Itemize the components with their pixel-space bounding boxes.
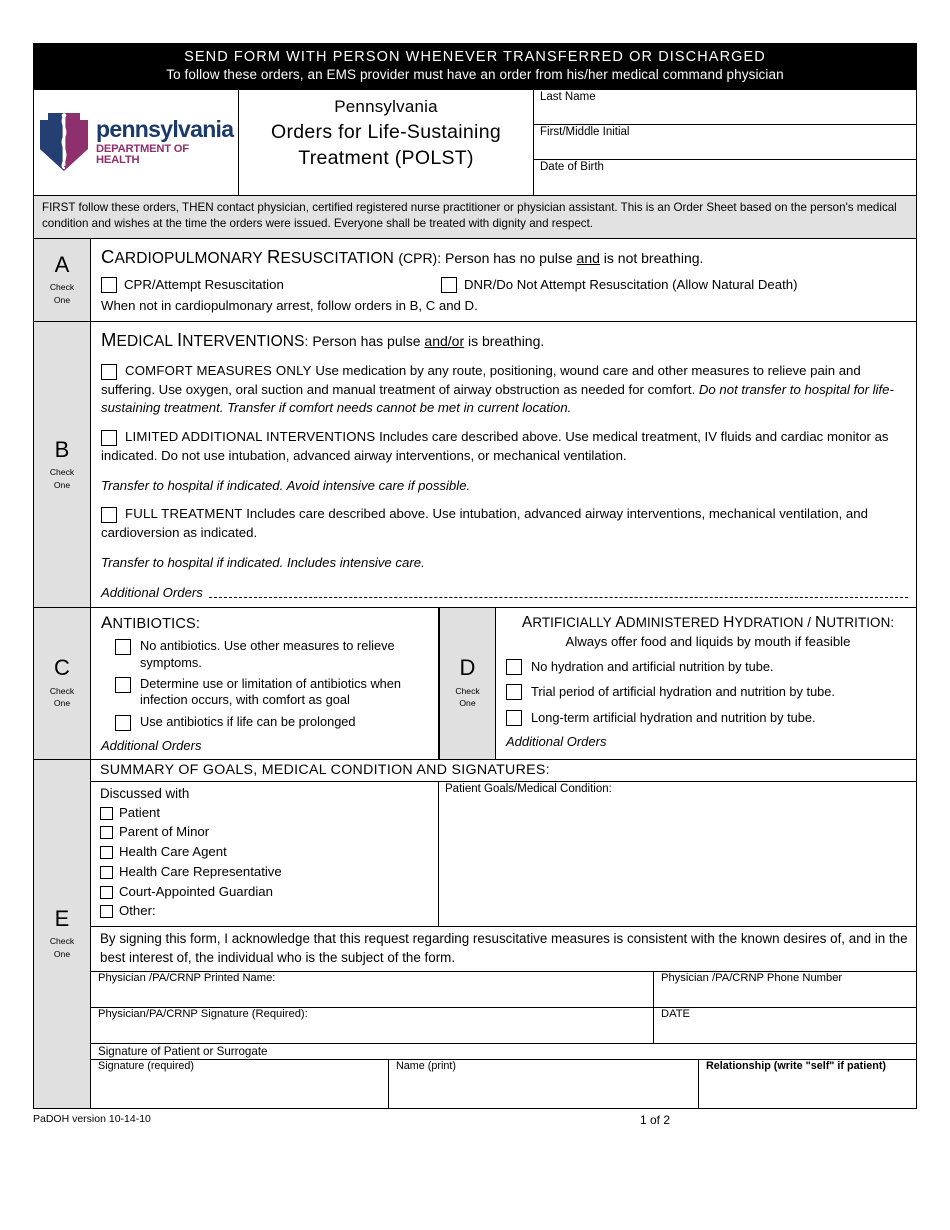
heading-rest-2: ESUSCITATION: [280, 249, 399, 267]
heading-rest: EDICAL: [116, 332, 177, 350]
section-c-letter: C: [54, 655, 70, 681]
option-no-antibiotics[interactable]: [115, 638, 432, 671]
surrogate-name-label: Name (print): [396, 1060, 456, 1073]
footer-page-number: 1 of 2: [639, 1113, 671, 1127]
option-limited-additional-interventions[interactable]: [101, 428, 908, 465]
checkbox-trial-period-hydration[interactable]: [506, 684, 522, 700]
option-trial-period-hydration[interactable]: [506, 684, 910, 701]
section-a-marker: [34, 239, 91, 321]
section-b-body: [91, 322, 916, 607]
heading-cap-2: I: [176, 328, 183, 350]
form-header: [33, 90, 917, 196]
section-c-check-one: [50, 685, 74, 711]
section-a-check-one: [50, 281, 74, 307]
heading-normal-2: is not breathing.: [599, 249, 704, 266]
section-e: [33, 760, 917, 1110]
option-comfort-measures-only[interactable]: [101, 362, 908, 418]
first-middle-initial-field[interactable]: First/Middle Initial: [534, 125, 916, 160]
section-b-marker: [34, 322, 91, 607]
logo-wordmark: [96, 115, 234, 167]
checkbox-no-antibiotics[interactable]: [115, 639, 131, 655]
acknowledgement-text: By signing this form, I acknowledge that this request regarding resuscitative measures is consistent with the known desires of, and in the best interest of, the individual who is the subject of the form.: [91, 927, 916, 972]
one-word: One: [53, 294, 71, 305]
section-c-additional-orders[interactable]: Additional Orders: [101, 737, 202, 753]
section-b-additional-orders-label: Additional Orders: [101, 585, 203, 601]
option-discussed-other-label: Other:: [119, 903, 156, 919]
option-discussed-health-care-agent[interactable]: [100, 843, 432, 862]
checkbox-discussed-health-care-agent[interactable]: [100, 846, 113, 859]
heading-underlined-andor: and/or: [424, 332, 465, 349]
checkbox-full-treatment[interactable]: [101, 507, 117, 523]
surrogate-section-label: Signature of Patient or Surrogate: [91, 1044, 916, 1060]
option-determine-antibiotics-label: Determine use or limitation of antibiotics when infection occurs, with comfort as goal: [140, 675, 402, 708]
option-long-term-label: Long-term artificial hydration and nutrition by tube.: [531, 710, 816, 726]
physician-signature-row: [91, 1008, 916, 1044]
section-d-additional-orders[interactable]: Additional Orders: [506, 733, 607, 749]
date-of-birth-field[interactable]: Date of Birth: [540, 160, 604, 173]
section-b-additional-orders[interactable]: [101, 585, 908, 600]
checkbox-discussed-court-appointed-guardian[interactable]: [100, 886, 113, 899]
top-banner: [33, 43, 917, 90]
section-d-letter: D: [459, 655, 476, 681]
heading-cap: A: [101, 613, 113, 633]
keystone-logo-icon: [38, 111, 90, 173]
section-a-options: [101, 277, 908, 293]
option-no-hydration-label: No hydration and artificial nutrition by tube.: [531, 658, 774, 674]
section-a-note: When not in cardiopulmonary arrest, follow orders in B, C and D.: [101, 297, 478, 313]
checkbox-discussed-health-care-representative[interactable]: [100, 866, 113, 879]
check-word: Check: [49, 685, 75, 696]
section-b-heading: [101, 328, 908, 352]
heading-underlined-and: and: [576, 249, 600, 266]
heading-rest-4: UTRITION:: [826, 615, 895, 631]
page-footer: [33, 1113, 917, 1127]
check-word: Check: [49, 281, 75, 292]
option-no-antibiotics-label: No antibiotics. Use other measures to relieve symptoms.: [140, 638, 395, 670]
option-discussed-representative-label: Health Care Representative: [119, 863, 282, 879]
footer-version: PaDOH version 10-14-10: [33, 1113, 151, 1125]
checkbox-dnr[interactable]: [441, 277, 457, 293]
physician-signature-label: Physician/PA/CRNP Signature (Required):: [98, 1008, 308, 1021]
heading-rest-2: NTERVENTIONS: [182, 332, 305, 350]
check-word: Check: [49, 936, 75, 947]
option-full-label: FULL TREATMENT: [125, 506, 243, 522]
section-d-marker: [439, 608, 496, 759]
checkbox-limited-additional-interventions[interactable]: [101, 430, 117, 446]
option-discussed-parent-of-minor[interactable]: [100, 823, 432, 842]
form-title-cell: [239, 90, 534, 195]
checkbox-cpr-attempt-resuscitation[interactable]: [101, 277, 117, 293]
heading-rest: RTIFICIALLY: [532, 615, 616, 631]
heading-normal: (CPR): Person has no pulse: [398, 249, 577, 266]
one-word: One: [53, 479, 71, 490]
option-discussed-patient-label: Patient: [119, 804, 161, 820]
option-discussed-parent-label: Parent of Minor: [119, 824, 210, 840]
option-comfort-text: Use medication by any route, positioning, wound care and other measures to relieve pain and suffering. Use oxygen, oral suction and manual treatment of airway obstruction as needed for comfort.: [101, 363, 861, 397]
section-c-marker: [34, 608, 91, 759]
physician-printed-name-field[interactable]: [91, 972, 654, 1007]
section-d-subheading: Always offer food and liquids by mouth if feasible: [565, 633, 851, 649]
option-long-term-hydration[interactable]: [506, 710, 910, 727]
section-d-check-one: [455, 685, 479, 711]
option-no-hydration[interactable]: [506, 659, 910, 676]
option-discussed-patient[interactable]: [100, 804, 432, 823]
section-a-heading: [101, 245, 908, 269]
one-word: One: [53, 698, 71, 709]
check-word: Check: [455, 685, 480, 696]
physician-printed-name-label: Physician /PA/CRNP Printed Name:: [98, 972, 276, 985]
surrogate-name-field[interactable]: [389, 1060, 699, 1108]
section-d-heading: [506, 613, 910, 632]
section-c-heading: [101, 613, 432, 633]
section-e-title: SUMMARY OF GOALS, MEDICAL CONDITION AND SIGNATURES:: [91, 760, 916, 782]
checkbox-use-antibiotics[interactable]: [115, 715, 131, 731]
form-title-line-1: Pennsylvania: [334, 96, 438, 116]
instructions-band: FIRST follow these orders, THEN contact physician, certified registered nurse practitioner or physician assistant. This is an Order Sheet based on the person's medical condition and wishes at the time the orders were issued. Everyone shall be treated with dignity and respect.: [33, 196, 917, 239]
patient-info-cell: [534, 90, 916, 195]
heading-rest: ARDIOPULMONARY: [114, 249, 267, 267]
option-full-treatment[interactable]: [101, 505, 908, 542]
option-dnr-label: DNR/Do Not Attempt Resuscitation (Allow Natural Death): [464, 276, 798, 292]
banner-line-2: To follow these orders, an EMS provider must have an order from his/her medical command physician: [166, 67, 784, 83]
discussed-with-label: Discussed with: [100, 785, 190, 801]
one-word: One: [459, 698, 476, 709]
heading-rest-2: DMINISTERED: [625, 615, 724, 631]
surrogate-signature-label: Signature (required): [98, 1060, 195, 1073]
option-limited-label: LIMITED ADDITIONAL INTERVENTIONS: [125, 429, 376, 445]
surrogate-signature-field[interactable]: [91, 1060, 389, 1108]
section-b-additional-orders-line[interactable]: [209, 590, 908, 598]
checkbox-discussed-other[interactable]: [100, 905, 113, 918]
option-cpr-label: CPR/Attempt Resuscitation: [124, 276, 284, 292]
option-limited-transfer-note: Transfer to hospital if indicated. Avoid intensive care if possible.: [101, 477, 471, 493]
banner-line-1: SEND FORM WITH PERSON WHENEVER TRANSFERRED OR DISCHARGED: [184, 49, 766, 65]
section-a-letter: A: [54, 251, 70, 277]
section-c-d: [33, 608, 917, 760]
logo-state-name: pennsylvania: [96, 115, 234, 142]
heading-cap-3: H: [723, 614, 735, 632]
section-b: [33, 322, 917, 608]
section-e-marker: [34, 760, 91, 1109]
heading-rest: NTIBIOTICS:: [112, 616, 201, 633]
option-determine-antibiotics[interactable]: [115, 676, 432, 709]
section-b-letter: B: [54, 436, 70, 462]
one-word: One: [53, 948, 71, 959]
option-dnr[interactable]: [441, 277, 797, 293]
surrogate-relationship-label: Relationship (write "self" if patient): [706, 1060, 887, 1073]
form-container: [33, 43, 917, 1109]
option-cpr-attempt-resuscitation[interactable]: [101, 277, 441, 293]
physician-name-row: [91, 972, 916, 1008]
form-title-line-3: Treatment (POLST): [298, 146, 474, 169]
option-discussed-agent-label: Health Care Agent: [119, 844, 227, 860]
checkbox-determine-antibiotics[interactable]: [115, 677, 131, 693]
option-comfort-label: COMFORT MEASURES ONLY: [125, 363, 312, 379]
last-name-field[interactable]: Last Name: [534, 90, 916, 125]
section-c-d-body: [91, 608, 916, 759]
option-limited-text: Includes care described above. Use medical treatment, IV fluids and cardiac monitor as indicated. Do not use intubation, advanced airway interventions, or mechanical ventilation.: [101, 429, 889, 463]
checkbox-comfort-measures-only[interactable]: [101, 364, 117, 380]
physician-phone-field[interactable]: [654, 972, 916, 1007]
heading-rest-3: YDRATION /: [734, 615, 815, 631]
section-a-body: [91, 239, 916, 321]
physician-signature-field[interactable]: [91, 1008, 654, 1043]
form-title-line-2: Orders for Life-Sustaining: [271, 120, 501, 143]
option-full-text: Includes care described above. Use intubation, advanced airway interventions, mechanical ventilation, and cardioversion as indicated.: [101, 506, 868, 540]
checkbox-discussed-patient[interactable]: [100, 807, 113, 820]
option-use-antibiotics[interactable]: [115, 714, 432, 731]
heading-cap: C: [101, 245, 115, 267]
option-discussed-other[interactable]: [100, 902, 432, 921]
logo-department-name: DEPARTMENT OF HEALTH: [96, 142, 189, 167]
logo-cell: [34, 90, 239, 195]
heading-cap: M: [101, 328, 117, 350]
option-trial-period-label: Trial period of artificial hydration and nutrition by tube.: [531, 684, 835, 700]
physician-date-label: DATE: [661, 1008, 691, 1021]
pa-doh-logo: [38, 111, 234, 173]
option-discussed-guardian-label: Court-Appointed Guardian: [119, 883, 273, 899]
section-e-letter: E: [54, 905, 70, 931]
section-c-body: [91, 608, 439, 759]
surrogate-signature-row: [91, 1060, 916, 1108]
heading-cap-2: R: [267, 245, 281, 267]
option-discussed-health-care-representative[interactable]: [100, 863, 432, 882]
heading-normal-2: is breathing.: [464, 332, 545, 349]
section-a: [33, 239, 917, 322]
section-e-check-one: [50, 935, 74, 961]
heading-cap-2: A: [615, 614, 626, 632]
checkbox-long-term-hydration[interactable]: [506, 710, 522, 726]
option-full-transfer-note: Transfer to hospital if indicated. Includes intensive care.: [101, 554, 425, 570]
option-discussed-court-appointed-guardian[interactable]: [100, 883, 432, 902]
checkbox-no-hydration[interactable]: [506, 659, 522, 675]
discussed-with-column: [91, 782, 439, 927]
section-b-check-one: [50, 466, 74, 492]
option-use-antibiotics-label: Use antibiotics if life can be prolonged: [140, 713, 356, 729]
heading-cap-4: N: [814, 614, 827, 632]
section-e-middle: [91, 782, 916, 928]
patient-goals-label: Patient Goals/Medical Condition:: [445, 782, 612, 795]
section-e-body: [91, 760, 916, 1109]
physician-phone-label: Physician /PA/CRNP Phone Number: [661, 972, 843, 985]
surrogate-relationship-field[interactable]: [699, 1060, 916, 1108]
heading-cap: A: [521, 614, 533, 632]
patient-goals-column[interactable]: [439, 782, 916, 927]
physician-date-field[interactable]: [654, 1008, 916, 1043]
section-d-body: [496, 608, 916, 759]
checkbox-discussed-parent-of-minor[interactable]: [100, 826, 113, 839]
heading-normal: : Person has pulse: [304, 332, 425, 349]
check-word: Check: [49, 466, 75, 477]
option-comfort-italic: Do not transfer to hospital for life-sustaining treatment. Transfer if comfort needs cannot be met in current location.: [101, 381, 894, 416]
